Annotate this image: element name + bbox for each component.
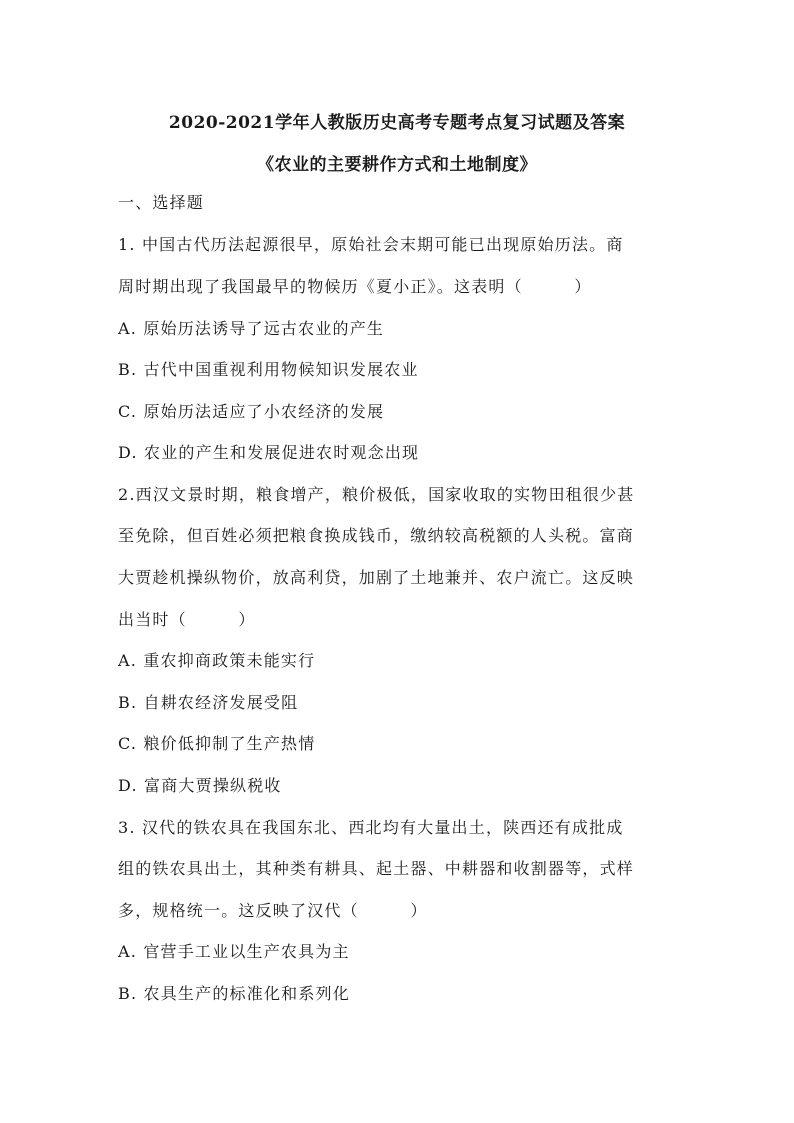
option-line: D. 农业的产生和发展促进农时观念出现 — [118, 443, 420, 462]
option-line: B. 农具生产的标准化和系列化 — [118, 984, 350, 1003]
text-line: 出当时（ ） — [118, 610, 256, 629]
text-line: 1. 中国古代历法起源很早，原始社会末期可能已出现原始历法。商 — [118, 235, 624, 254]
text-line: 大贾趁机操纵物价，放高利贷，加剧了土地兼并、农户流亡。这反映 — [118, 568, 635, 587]
document-subtitle: 《农业的主要耕作方式和土地制度》 — [257, 155, 537, 175]
section-heading: 一、选择题 — [118, 193, 205, 212]
text-line: 3. 汉代的铁农具在我国东北、西北均有大量出土，陕西还有成批成 — [118, 818, 624, 837]
text-line: 2.西汉文景时期，粮食增产，粮价极低，国家收取的实物田租很少甚 — [118, 485, 635, 504]
text-line: 多，规格统一。这反映了汉代（ ） — [118, 901, 428, 920]
option-line: B. 自耕农经济发展受阻 — [118, 693, 299, 712]
option-line: C. 粮价低抑制了生产热情 — [118, 734, 316, 753]
option-line: A. 原始历法诱导了远古农业的产生 — [118, 319, 385, 338]
option-line: D. 富商大贾操纵税收 — [118, 776, 282, 795]
text-line: 至免除，但百姓必须把粮食换成钱币，缴纳较高税额的人头税。富商 — [118, 526, 635, 545]
text-line: 周时期出现了我国最早的物候历《夏小正》。这表明（ ） — [118, 277, 592, 296]
option-line: A. 重农抑商政策未能实行 — [118, 651, 316, 670]
option-line: B. 古代中国重视利用物候知识发展农业 — [118, 360, 419, 379]
document-title: 2020-2021学年人教版历史高考专题考点复习试题及答案 — [168, 113, 626, 133]
option-line: A. 官营手工业以生产农具为主 — [118, 942, 350, 961]
text-line: 组的铁农具出土，其种类有耕具、起土器、中耕器和收割器等，式样 — [118, 859, 635, 878]
option-line: C. 原始历法适应了小农经济的发展 — [118, 402, 385, 421]
